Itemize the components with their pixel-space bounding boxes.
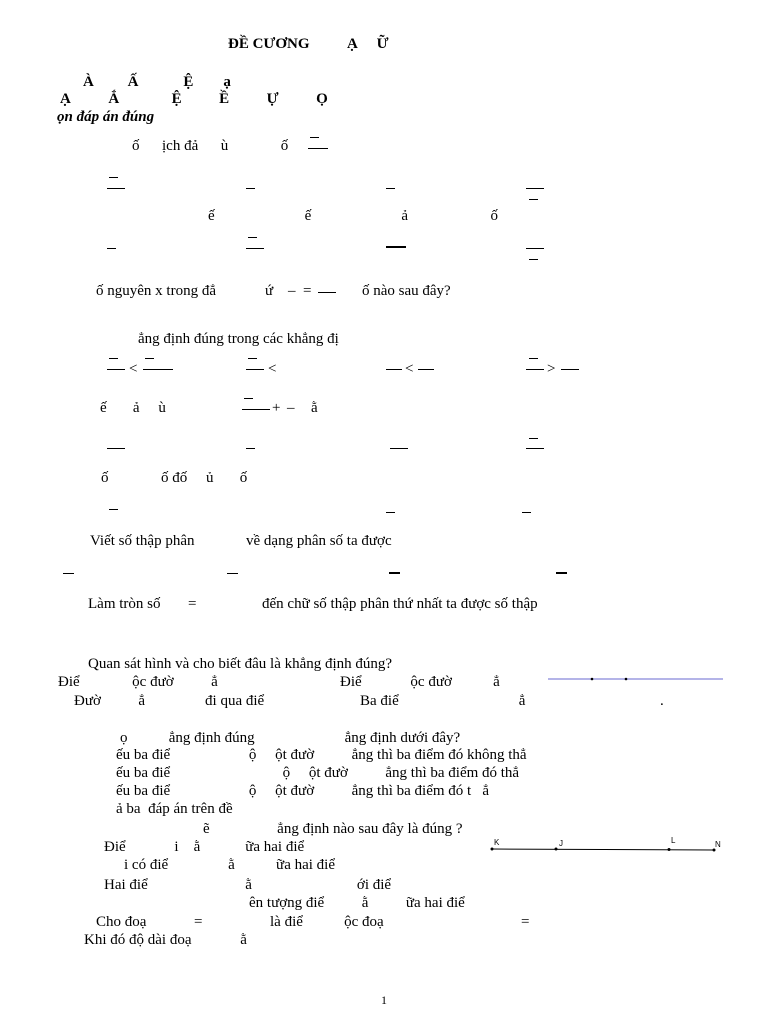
fraction-bar (310, 137, 319, 138)
fraction-bar (109, 509, 118, 510)
fraction-bar (109, 358, 118, 359)
label-k: K (494, 838, 500, 847)
fraction-bar (246, 369, 264, 370)
q9-option-a: Điể ộc đườ ẳ (58, 674, 218, 690)
fraction-bar (246, 248, 264, 249)
fraction-bar (526, 188, 544, 189)
fraction-bar (246, 448, 255, 449)
fraction-bar (107, 369, 125, 370)
symbol-eq: = (194, 914, 203, 930)
question-1: ố ịch đả ù ố (132, 138, 289, 154)
equation-symbols: – = (288, 283, 312, 299)
q9-option-b: Điể ộc đườ ẳ (340, 674, 500, 690)
fraction-bar (526, 369, 544, 370)
question-12-part: Khi đó độ dài đoạ ằ (84, 932, 247, 948)
fraction-bar (418, 369, 434, 370)
fraction-bar (529, 358, 538, 359)
q9-option-c: Đườ ẳ đi qua điể (74, 693, 265, 709)
fraction-bar (246, 188, 255, 189)
fraction-bar (526, 448, 544, 449)
section-heading-a: À Ấ Ệ ạ (83, 74, 231, 90)
fraction-bar (227, 573, 238, 574)
label-l: L (671, 836, 676, 845)
fraction-bar (107, 188, 125, 189)
q11-option-b: i có điể ằ ữa hai điể (124, 857, 335, 873)
fraction-bar (145, 358, 154, 359)
question-11: ẽ ẳng định nào sau đây là đúng ? (203, 821, 463, 837)
page-number: 1 (381, 993, 387, 1007)
fraction-bar (386, 188, 395, 189)
question-12-part: là điể ộc đoạ (270, 914, 384, 930)
fraction-bar (248, 358, 257, 359)
line-figure (546, 672, 726, 686)
symbol-lt: < (129, 361, 138, 377)
question-6: ố ố đố ủ ố (101, 470, 248, 486)
label-n: N (715, 840, 721, 849)
label-j: J (559, 839, 563, 848)
point-k (491, 848, 494, 851)
question-5: ế ả ù (100, 400, 166, 416)
symbol-eq: = (521, 914, 530, 930)
question-3-part: ố nào sau đây? (362, 283, 451, 299)
symbol-plus: + (272, 400, 281, 416)
symbol-gt: > (547, 361, 556, 377)
fraction-bar (529, 259, 538, 260)
sentence-period: . (660, 693, 664, 709)
question-3-part: ứ (265, 283, 274, 299)
fraction-bar (561, 369, 579, 370)
q11-option-a: Điể i ằ ữa hai điể (104, 839, 305, 855)
point-j (555, 848, 558, 851)
fraction-bar (248, 237, 257, 238)
question-3: ố nguyên x trong đẳ (96, 283, 216, 299)
page-title: ĐỀ CƯƠNG Ạ Ữ (228, 36, 389, 52)
straight-line (492, 849, 714, 850)
symbol-lt: < (405, 361, 414, 377)
fraction-bar (109, 177, 118, 178)
symbol-eq: = (188, 596, 197, 612)
fraction-bar (242, 409, 270, 410)
question-10: ọ ẳng định đúng ẳng định dưới đây? (120, 730, 461, 746)
question-12: Cho đoạ (96, 914, 147, 930)
fraction-bar (526, 248, 544, 249)
q10-option-d: ả ba đáp án trên đề (116, 801, 233, 817)
q11-option-d: ên tượng điể ằ ữa hai điể (249, 895, 465, 911)
section-heading-b: Ạ Ắ Ệ Ề Ự Ọ (60, 91, 328, 107)
question-5-part: ằ (311, 400, 318, 416)
q9-option-d: Ba điể ẳ (360, 693, 526, 709)
fraction-bar (143, 369, 173, 370)
question-8-part: đến chữ số thập phân thứ nhất ta được số thập (262, 596, 538, 612)
fraction-bar (556, 572, 567, 574)
fraction-bar (386, 246, 406, 248)
fraction-bar (529, 199, 538, 200)
fraction-bar (386, 369, 402, 370)
instruction: ọn đáp án đúng (57, 109, 155, 125)
question-4: ẳng định đúng trong các khẳng đị (138, 331, 339, 347)
fraction-bar (107, 248, 116, 249)
q11-option-c: Hai điể ằ ới điể (104, 877, 392, 893)
fraction-bar (308, 148, 328, 149)
question-9: Quan sát hình và cho biết đâu là khẳng định đúng? (88, 656, 393, 672)
point (625, 678, 628, 681)
fraction-bar (386, 512, 395, 513)
fraction-bar (318, 292, 336, 293)
symbol-minus: – (287, 400, 295, 416)
fraction-bar (244, 398, 253, 399)
question-2: ế ế ả ố (208, 208, 498, 224)
symbol-lt: < (268, 361, 277, 377)
point-l (668, 848, 671, 851)
fraction-bar (107, 448, 125, 449)
question-8: Làm tròn số (88, 596, 161, 612)
q10-option-b: ếu ba điể ộ ột đườ ẳng thì ba điểm đó thẳ (116, 765, 520, 781)
question-7-part: về dạng phân số ta được (246, 533, 392, 549)
point (591, 678, 594, 681)
segment-figure (488, 836, 728, 860)
fraction-bar (390, 448, 408, 449)
fraction-bar (522, 512, 531, 513)
fraction-bar (389, 572, 400, 574)
q10-option-a: ếu ba điể ộ ột đườ ẳng thì ba điểm đó không thẳ (116, 747, 527, 763)
fraction-bar (63, 573, 74, 574)
q10-option-c: ếu ba điể ộ ột đườ ẳng thì ba điểm đó t ẳ (116, 783, 490, 799)
question-7: Viết số thập phân (90, 533, 195, 549)
fraction-bar (529, 438, 538, 439)
